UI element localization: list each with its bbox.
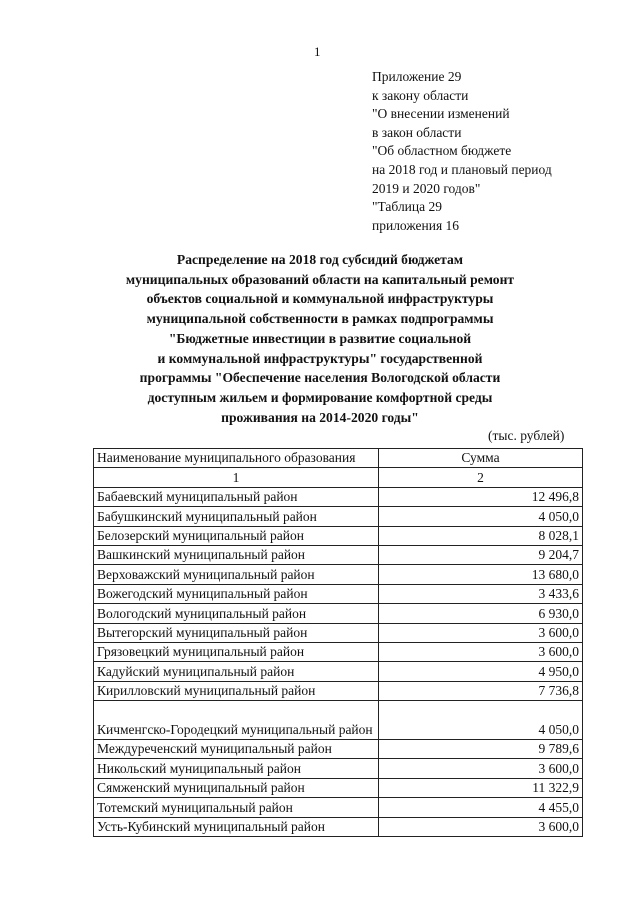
amount-value: 13 680,0 bbox=[379, 565, 583, 584]
amount-value: 11 322,9 bbox=[379, 778, 583, 797]
municipality-name: Тотемский муниципальный район bbox=[94, 798, 379, 817]
municipality-name: Вожегодский муниципальный район bbox=[94, 584, 379, 603]
amount-value: 4 455,0 bbox=[379, 798, 583, 817]
title-line: программы "Обеспечение населения Вологодской области bbox=[139, 370, 501, 386]
table-row bbox=[94, 565, 583, 584]
municipality-name: Вашкинский муниципальный район bbox=[94, 545, 379, 564]
title-line: муниципальной собственности в рамках подпрограммы bbox=[146, 311, 494, 327]
amount-value: 4 950,0 bbox=[379, 662, 583, 681]
annex-line: в закон области bbox=[372, 124, 462, 140]
amount-value: 12 496,8 bbox=[379, 487, 583, 506]
municipality-name: Сямженский муниципальный район bbox=[94, 778, 379, 797]
municipality-name: Кирилловский муниципальный район bbox=[94, 681, 379, 700]
amount-value: 8 028,1 bbox=[379, 526, 583, 545]
title-line: проживания на 2014-2020 годы" bbox=[221, 409, 419, 425]
title-line: "Бюджетные инвестиции в развитие социальной bbox=[168, 330, 472, 346]
municipality-name: Усть-Кубинский муниципальный район bbox=[94, 817, 379, 836]
municipality-name: Белозерский муниципальный район bbox=[94, 526, 379, 545]
units-label: (тыс. рублей) bbox=[488, 428, 565, 443]
title-line: Распределение на 2018 год субсидий бюджетам bbox=[176, 252, 464, 267]
title-line: доступным жильем и формирование комфортной среды bbox=[147, 389, 493, 405]
annex-line: Приложение 29 bbox=[372, 69, 462, 84]
annex-line: приложения 16 bbox=[372, 217, 460, 233]
title-line: муниципальных образований области на капитальный ремонт bbox=[125, 271, 515, 287]
table-row bbox=[94, 545, 583, 564]
column-number: 1 bbox=[94, 468, 379, 487]
annex-line: на 2018 год и плановый период bbox=[372, 161, 552, 177]
table-row bbox=[94, 507, 583, 526]
municipality-name: Бабушкинский муниципальный район bbox=[94, 507, 379, 526]
amount-value: 3 600,0 bbox=[379, 623, 583, 642]
page-number: 1 bbox=[314, 44, 321, 59]
column-number: 2 bbox=[379, 468, 583, 487]
amount-value: 9 204,7 bbox=[379, 545, 583, 564]
annex-line: 2019 и 2020 годов" bbox=[372, 180, 481, 196]
table-header-row bbox=[94, 449, 583, 468]
table-row bbox=[94, 740, 583, 759]
title-line: и коммунальной инфраструктуры" государственной bbox=[157, 350, 483, 366]
header-amount: Сумма bbox=[379, 449, 583, 468]
annex-line: к закону области bbox=[372, 87, 469, 103]
subsidy-table bbox=[93, 448, 583, 837]
annex-line: "Об областном бюджете bbox=[372, 143, 512, 159]
amount-value: 3 600,0 bbox=[379, 817, 583, 836]
amount-value: 3 600,0 bbox=[379, 759, 583, 778]
table-row bbox=[94, 798, 583, 817]
amount-value: 4 050,0 bbox=[379, 507, 583, 526]
amount-value: 3 600,0 bbox=[379, 642, 583, 661]
amount-value: 7 736,8 bbox=[379, 681, 583, 700]
annex-line: "О внесении изменений bbox=[372, 106, 510, 122]
table-row bbox=[94, 701, 583, 740]
municipality-name: Верховажский муниципальный район bbox=[94, 565, 379, 584]
amount-value: 6 930,0 bbox=[379, 604, 583, 623]
column-number-row bbox=[94, 468, 583, 487]
table-row bbox=[94, 526, 583, 545]
table-row bbox=[94, 662, 583, 681]
table-row bbox=[94, 817, 583, 836]
table-row bbox=[94, 642, 583, 661]
municipality-name: Кадуйский муниципальный район bbox=[94, 662, 379, 681]
amount-value: 9 789,6 bbox=[379, 740, 583, 759]
municipality-name: Вологодский муниципальный район bbox=[94, 604, 379, 623]
amount-value: 3 433,6 bbox=[379, 584, 583, 603]
table-row bbox=[94, 623, 583, 642]
municipality-name: Бабаевский муниципальный район bbox=[94, 487, 379, 506]
table-row bbox=[94, 681, 583, 700]
header-municipality: Наименование муниципального образования bbox=[94, 449, 379, 468]
table-row bbox=[94, 487, 583, 506]
table-row bbox=[94, 604, 583, 623]
table-row bbox=[94, 584, 583, 603]
table-row bbox=[94, 759, 583, 778]
municipality-name: Никольский муниципальный район bbox=[94, 759, 379, 778]
annex-reference bbox=[372, 68, 552, 235]
title-line: объектов социальной и коммунальной инфраструктуры bbox=[146, 291, 494, 307]
municipality-name: Кичменгско-Городецкий муниципальный район bbox=[94, 701, 379, 740]
table-row bbox=[94, 778, 583, 797]
amount-value: 4 050,0 bbox=[379, 701, 583, 740]
municipality-name: Грязовецкий муниципальный район bbox=[94, 642, 379, 661]
municipality-name: Междуреченский муниципальный район bbox=[94, 740, 379, 759]
annex-line: "Таблица 29 bbox=[372, 199, 442, 215]
document-title bbox=[90, 250, 550, 427]
municipality-name: Вытегорский муниципальный район bbox=[94, 623, 379, 642]
